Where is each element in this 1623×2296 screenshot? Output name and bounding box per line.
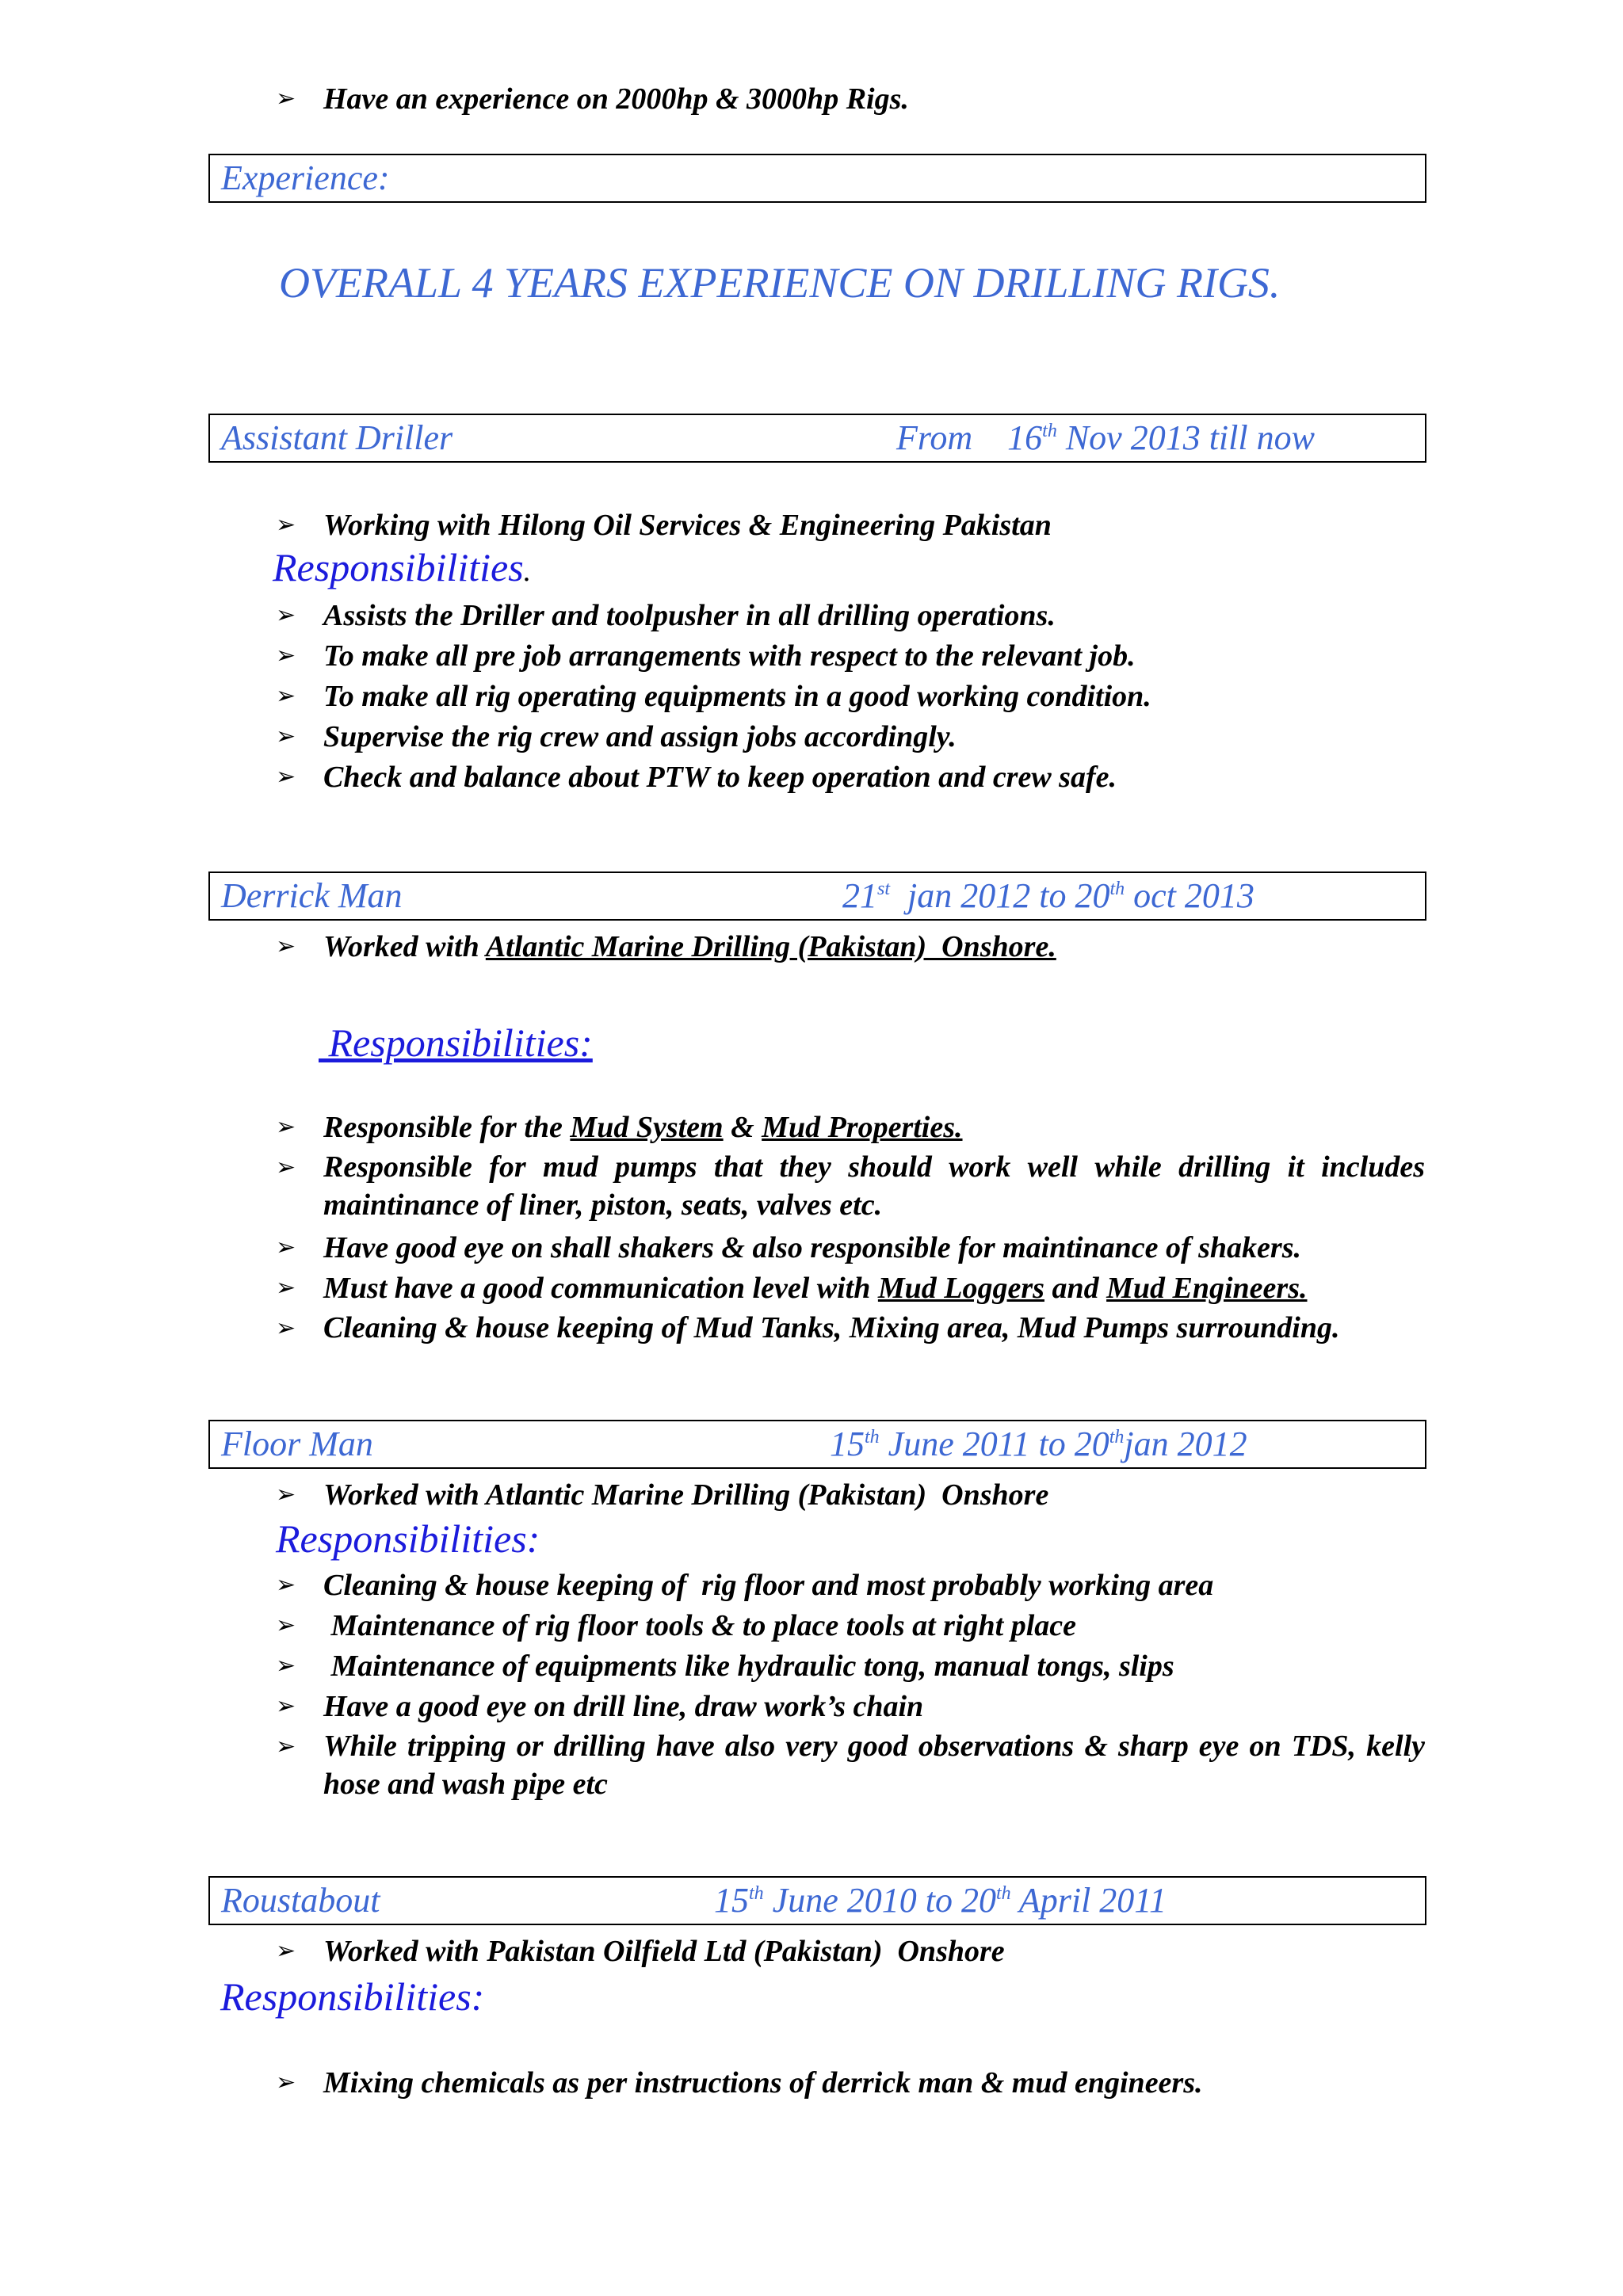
intro-text: Have an experience on 2000hp & 3000hp Rigs. — [323, 82, 909, 116]
arrow-bullet-icon: ➢ — [276, 1733, 296, 1760]
job-date: From 16th Nov 2013 till now — [896, 418, 1315, 457]
responsibilities-heading: Responsibilities: — [276, 1516, 540, 1561]
arrow-bullet-icon: ➢ — [276, 682, 296, 710]
arrow-bullet-icon: ➢ — [276, 1234, 296, 1261]
arrow-bullet-icon: ➢ — [276, 1611, 296, 1639]
arrow-bullet-icon: ➢ — [276, 642, 296, 669]
list-item: ➢ Responsible for mud pumps that they should work well while drilling it includes maintinance of liner, piston, seats, valves etc. — [276, 1148, 1425, 1227]
arrow-bullet-icon: ➢ — [276, 2069, 296, 2096]
arrow-bullet-icon: ➢ — [276, 1481, 296, 1508]
responsibilities-heading: Responsibilities: — [319, 1020, 593, 1065]
job-header-assistant-driller — [208, 414, 1426, 463]
arrow-bullet-icon: ➢ — [276, 1571, 296, 1599]
job-date: 15th June 2010 to 20th April 2011 — [714, 1881, 1167, 1920]
job-date: 15th June 2011 to 20thjan 2012 — [830, 1425, 1247, 1463]
responsibilities-heading: Responsibilities: — [220, 1974, 485, 2019]
experience-section-header — [208, 154, 1426, 203]
arrow-bullet-icon: ➢ — [276, 1154, 296, 1181]
job-header-derrick-man — [208, 871, 1426, 921]
arrow-bullet-icon: ➢ — [276, 1274, 296, 1302]
arrow-bullet-icon: ➢ — [276, 601, 296, 629]
job-title: Floor Man — [221, 1425, 373, 1463]
arrow-bullet-icon: ➢ — [276, 1314, 296, 1342]
arrow-bullet-icon: ➢ — [276, 511, 296, 539]
job-header-floor-man — [208, 1420, 1426, 1469]
responsibilities-heading: Responsibilities. — [273, 545, 532, 589]
job-title: Roustabout — [221, 1881, 380, 1920]
list-item: ➢ Cleaning & house keeping of Mud Tanks, Mixing area, Mud Pumps surrounding. — [276, 1309, 1425, 1388]
job-title: Derrick Man — [221, 876, 403, 915]
list-item: ➢ While tripping or drilling have also very good observations & sharp eye on TDS, kelly hose and wash pipe etc — [276, 1727, 1425, 1806]
arrow-bullet-icon: ➢ — [276, 1937, 296, 1965]
arrow-bullet-icon: ➢ — [276, 1652, 296, 1680]
job-header-roustabout — [208, 1876, 1426, 1925]
job-date: 21st jan 2012 to 20th oct 2013 — [842, 876, 1254, 915]
arrow-bullet-icon: ➢ — [276, 723, 296, 750]
arrow-bullet-icon: ➢ — [276, 1113, 296, 1141]
arrow-bullet-icon: ➢ — [276, 1692, 296, 1720]
arrow-bullet-icon: ➢ — [276, 763, 296, 791]
job-title: Assistant Driller — [221, 418, 453, 457]
experience-label: Experience: — [221, 158, 390, 197]
arrow-bullet-icon: ➢ — [276, 933, 296, 960]
overall-experience-heading: OVERALL 4 YEARS EXPERIENCE ON DRILLING RIGS. — [279, 259, 1281, 307]
arrow-bullet-icon: ➢ — [276, 85, 296, 113]
